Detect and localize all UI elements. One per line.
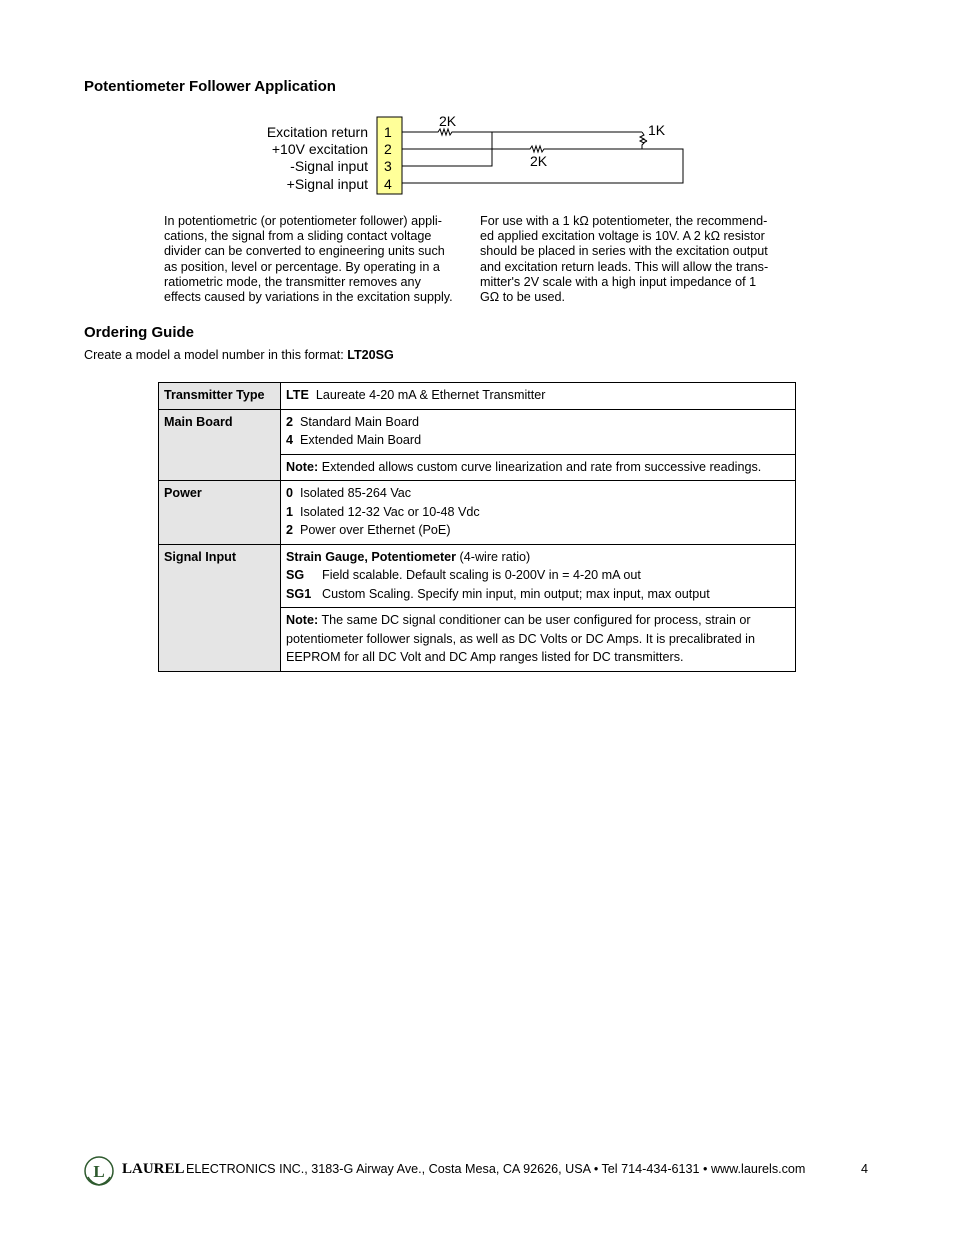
ordering-intro-text: Create a model a model number in this format: xyxy=(84,348,348,362)
terminal-number-2: 2 xyxy=(384,141,392,157)
table-row xyxy=(159,409,796,454)
option-code: 1 xyxy=(286,504,294,519)
section-heading-potentiometer: Potentiometer Follower Application xyxy=(84,78,336,95)
row-label-signal-input: Signal Input xyxy=(159,544,281,671)
row-label-transmitter-type: Transmitter Type xyxy=(159,383,281,410)
page-footer xyxy=(82,1155,882,1189)
option-description: Extended Main Board xyxy=(300,433,422,447)
terminal-number-4: 4 xyxy=(384,176,392,192)
row-label-main-board: Main Board xyxy=(159,409,281,481)
list-item xyxy=(286,431,790,450)
list-item xyxy=(286,548,790,567)
option-description: Isolated 12-32 Vac or 10-48 Vdc xyxy=(300,504,480,519)
option-code: SG xyxy=(286,568,305,582)
signal-heading-suffix: (4-wire ratio) xyxy=(456,549,531,564)
potentiometer-description-col2: For use with a 1 kΩ potentiometer, the recommend- ed applied excitation voltage is 10V. A 2 kΩ resistor should be placed in series with the excitation output and excitation return leads. This will allow the trans- mitter's 2V scale with a high input impedance of 1 GΩ to be used. xyxy=(480,214,769,305)
signal-input-options xyxy=(281,544,796,608)
option-description: Custom Scaling. Specify min input, min output; max input, max output xyxy=(322,586,710,601)
logo-letter: L xyxy=(93,1162,105,1181)
terminal-label-1: Excitation return xyxy=(266,124,368,140)
terminal-label-2: +10V excitation xyxy=(271,141,368,157)
resistor-top-label: 2K xyxy=(439,113,457,129)
row-label-power: Power xyxy=(159,481,281,545)
main-board-options xyxy=(281,409,796,454)
terminal-number-3: 3 xyxy=(384,158,392,174)
model-number-format: LT20SG xyxy=(347,348,394,362)
potentiometer-description-col1: In potentiometric (or potentiometer follower) appli- cations, the signal from a sliding contact voltage divider can be converted to engineering units such as position, level or percentage. By operating in a ratiometric mode, the transmitter removes any effects caused by variations in the excitation supply. xyxy=(164,214,453,305)
wire-wiper xyxy=(643,139,647,143)
ordering-guide-table xyxy=(158,382,796,672)
option-description: Standard Main Board xyxy=(300,414,420,429)
table-row xyxy=(159,481,796,545)
laurel-logo-icon xyxy=(82,1155,116,1189)
list-item xyxy=(286,484,790,503)
wire-excitation-return xyxy=(402,129,642,135)
transmitter-option xyxy=(281,383,796,410)
ordering-intro xyxy=(84,348,394,362)
option-code: LTE xyxy=(286,388,309,402)
option-code: 2 xyxy=(286,414,294,429)
potentiometer-wiring-diagram xyxy=(262,112,692,198)
note-label: Note: xyxy=(286,613,319,627)
note-text: Extended allows custom curve linearization and rate from successive readings. xyxy=(321,459,762,474)
pot-label: 1K xyxy=(648,122,666,138)
signal-heading: Strain Gauge, Potentiometer xyxy=(286,549,457,564)
company-address: ELECTRONICS INC., 3183-G Airway Ave., Costa Mesa, CA 92626, USA • Tel 714-434-6131 • www.laurels.com xyxy=(186,1162,806,1176)
list-item xyxy=(286,413,790,432)
option-description: Laureate 4-20 mA & Ethernet Transmitter xyxy=(315,388,546,402)
note-label: Note: xyxy=(286,459,319,474)
resistor-mid-label: 2K xyxy=(530,153,548,169)
list-item xyxy=(286,566,790,585)
option-description: Field scalable. Default scaling is 0-200V in = 4-20 mA out xyxy=(322,568,641,582)
main-board-note xyxy=(281,454,796,481)
option-description: Power over Ethernet (PoE) xyxy=(300,523,451,537)
list-item xyxy=(286,503,790,522)
table-row xyxy=(159,383,796,410)
option-code: 4 xyxy=(286,433,294,447)
option-code: 2 xyxy=(286,523,294,537)
table-row xyxy=(159,544,796,608)
page-number: 4 xyxy=(861,1162,869,1176)
company-brand: LAUREL xyxy=(122,1161,185,1177)
wire-pot-body xyxy=(640,132,644,149)
option-description: Isolated 85-264 Vac xyxy=(300,486,412,500)
terminal-label-4: +Signal input xyxy=(286,176,368,192)
terminal-number-1: 1 xyxy=(384,124,392,140)
list-item xyxy=(286,585,790,604)
terminal-label-3: -Signal input xyxy=(290,158,368,174)
power-options xyxy=(281,481,796,545)
option-code: SG1 xyxy=(286,586,312,601)
section-heading-ordering-guide: Ordering Guide xyxy=(84,324,195,341)
option-code: 0 xyxy=(286,486,294,500)
note-text: The same DC signal conditioner can be user configured for process, strain or potentiometer follower signals, as well as DC Volts or DC Amps. It is precalibrated in EEPROM for all DC Volt and DC Amp ranges listed for DC transmitters. xyxy=(286,613,755,664)
signal-input-note xyxy=(281,608,796,672)
list-item xyxy=(286,521,790,540)
